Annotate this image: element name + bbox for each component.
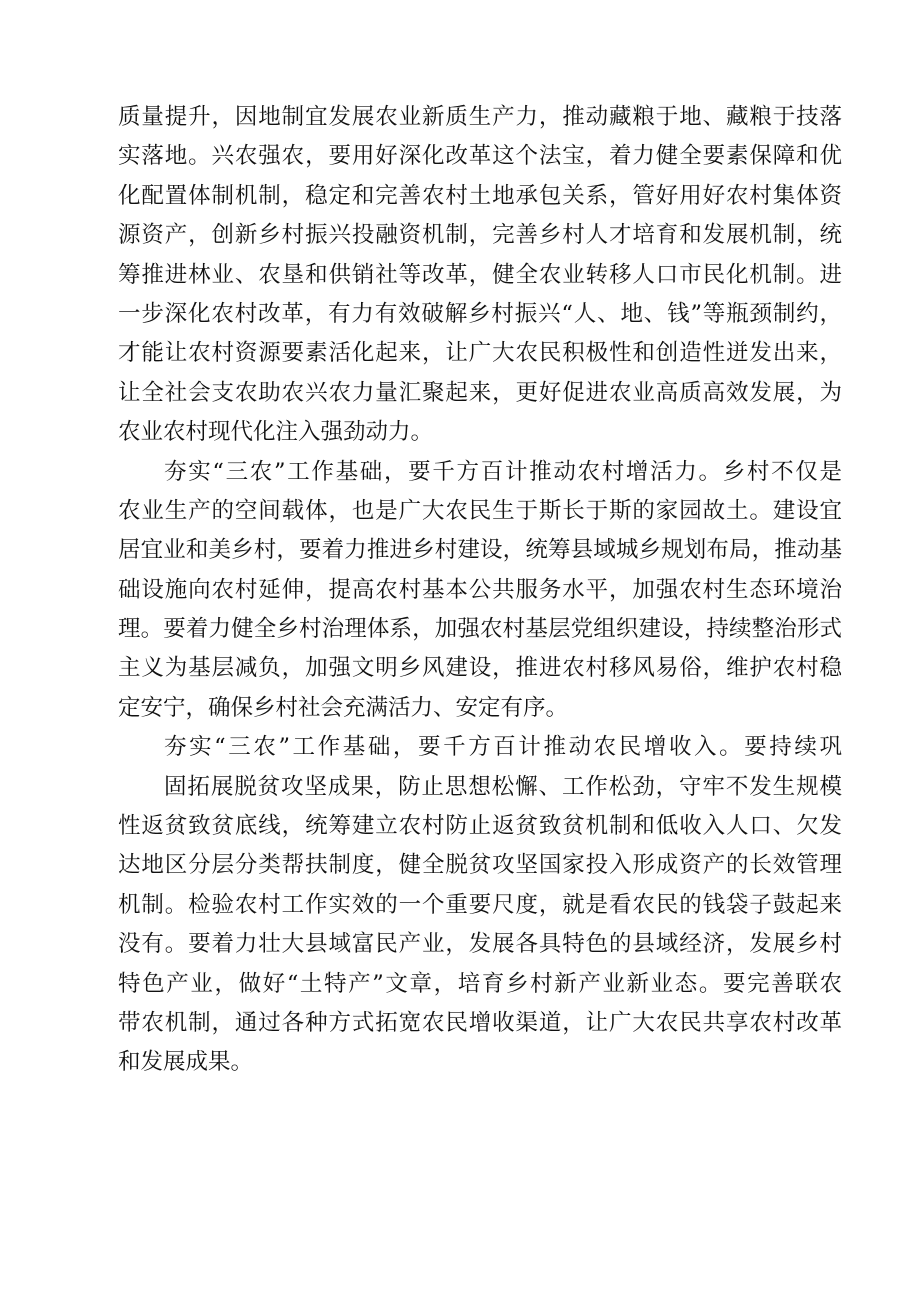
text-line: 让全社会支农助农兴农力量汇聚起来，更好促进农业高质高效发展，为 <box>118 379 842 406</box>
text-line: 和发展成果。 <box>118 1049 254 1076</box>
text-line: 主义为基层减负，加强文明乡风建设，推进农村移风易俗，维护农村稳 <box>118 655 842 682</box>
text-line: 定安宁，确保乡村社会充满活力、安定有序。 <box>118 694 569 721</box>
text-line: 才能让农村资源要素活化起来，让广大农民积极性和创造性迸发出来， <box>118 340 842 367</box>
text-line: 机制。检验农村工作实效的一个重要尺度，就是看农民的钱袋子鼓起来 <box>118 891 842 918</box>
text-line: 夯实“三农”工作基础，要千方百计推动农民增收入。要持续巩 <box>164 734 842 761</box>
text-line: 一步深化农村改革，有力有效破解乡村振兴“人、地、钱”等瓶颈制约， <box>118 300 842 327</box>
text-line: 居宜业和美乡村，要着力推进乡村建设，统筹县域城乡规划布局，推动基 <box>118 537 842 564</box>
text-line: 农业农村现代化注入强劲动力。 <box>118 419 434 446</box>
article-body <box>118 98 842 1083</box>
text-line: 源资产，创新乡村振兴投融资机制，完善乡村人才培育和发展机制，统 <box>118 222 842 249</box>
text-line: 实落地。兴农强农，要用好深化改革这个法宝，着力健全要素保障和优 <box>118 143 842 170</box>
text-line: 达地区分层分类帮扶制度，健全脱贫攻坚国家投入形成资产的长效管理 <box>118 852 842 879</box>
text-line: 性返贫致贫底线，统筹建立农村防止返贫致贫机制和低收入人口、欠发 <box>118 813 842 840</box>
text-line: 础设施向农村延伸，提高农村基本公共服务水平，加强农村生态环境治 <box>118 576 842 603</box>
text-line: 固拓展脱贫攻坚成果，防止思想松懈、工作松劲，守牢不发生规模 <box>164 773 842 800</box>
text-line: 带农机制，通过各种方式拓宽农民增收渠道，让广大农民共享农村改革 <box>118 1009 842 1036</box>
text-line: 化配置体制机制，稳定和完善农村土地承包关系，管好用好农村集体资 <box>118 182 842 209</box>
text-line: 没有。要着力壮大县域富民产业，发展各具特色的县域经济，发展乡村 <box>118 931 842 958</box>
text-line: 特色产业，做好“土特产”文章，培育乡村新产业新业态。要完善联农 <box>118 970 842 997</box>
text-line: 理。要着力健全乡村治理体系，加强农村基层党组织建设，持续整治形式 <box>118 616 842 643</box>
text-line: 农业生产的空间载体，也是广大农民生于斯长于斯的家园故土。建设宜 <box>118 497 842 524</box>
text-line: 筹推进林业、农垦和供销社等改革，健全农业转移人口市民化机制。进 <box>118 261 842 288</box>
text-line: 夯实“三农”工作基础，要千方百计推动农村增活力。乡村不仅是 <box>164 458 842 485</box>
text-line: 质量提升，因地制宜发展农业新质生产力，推动藏粮于地、藏粮于技落 <box>118 104 842 130</box>
